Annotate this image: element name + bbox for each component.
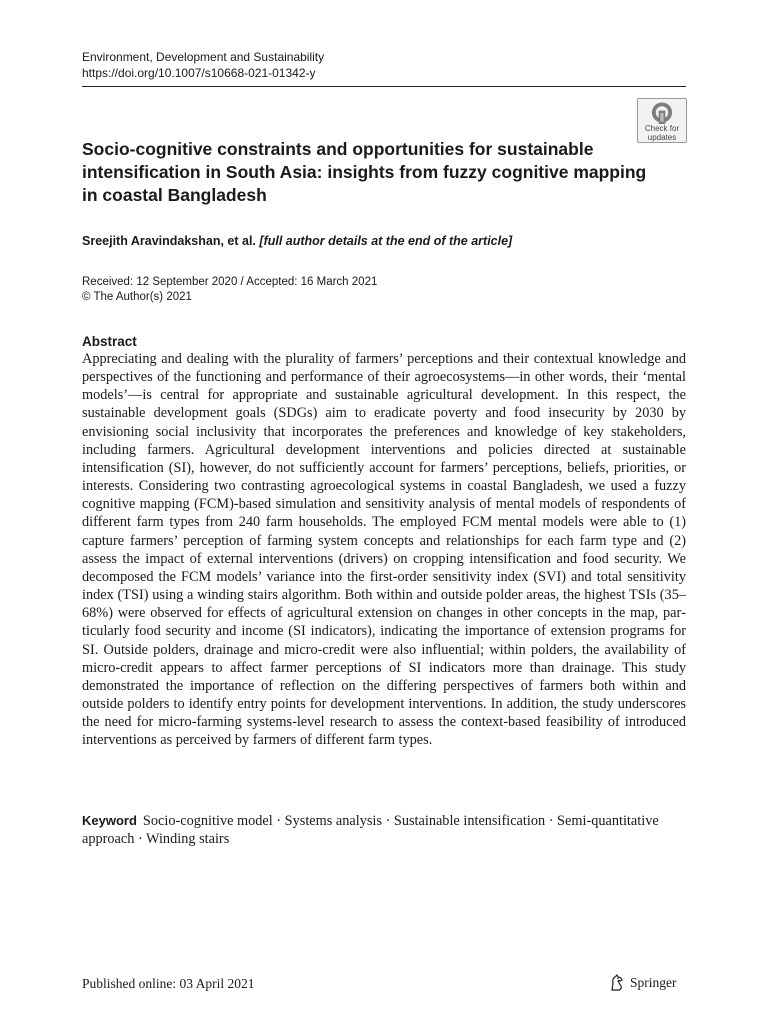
authors: Sreejith Aravindakshan, et al. <box>82 234 256 248</box>
abstract-heading: Abstract <box>82 334 137 349</box>
published-online: Published online: 03 April 2021 <box>82 976 255 991</box>
springer-horse-icon <box>609 974 625 992</box>
journal-name: Environment, Development and Sustainability <box>82 50 325 64</box>
abstract-text: Appreciating and dealing with the plurality of farmers’ perceptions and their contextual knowledge and perspectives of the functioning and performance of their agroecosystems—in other words, their ‘mental models’—is central for appropriate and sustainable agricultural development. In this respect, the sustainable development goals (SDGs) aim to eradicate poverty and food insecurity by 2030 by envisioning social inclusivity that incorporates the preferences and knowledge of key stakeholders, including farmers. Agricultural development interventions and policies directed at sustainable intensification (SI), however, do not sufficiently account for farmers’ perceptions, beliefs, priorities, or interests. Considering two contrasting agroecological systems in coastal Bangladesh, we used a fuzzy cognitive mapping (FCM)-based simulation and sensitivity analysis of mental models of respondents of different farm types from 240 farm households. The employed FCM mental models were able to (1) capture farmers’ perception of farming system concepts and relationships for each farm type and (2) assess the impact of external interventions (drivers) on cropping intensification and food security. We decomposed the FCM models’ variance into the first-order sensitivity index (SVI) and total sensitivity index (TSI) using a winding stairs algorithm. Both within and outside polder areas, the highest TSIs (35–68%) were observed for effects of agricultural extension on changes in other concepts in the map, particularly food security and income (SI indicators), indicating the importance of extension programs for SI. Outside polders, drainage and micro-credit were also influential; within polders, the availability of micro-credit appears to affect farmer perceptions of SI indicators more than drainage. This study demonstrated the importance of reflection on the differing perspectives of farmers both within and outside polders to identify entry points for development interventions. In addition, the study underscores the need for micro-farming systems-level research to assess the context-based feasibility of introduced interventions as perceived by farmers of different farm types. <box>82 351 686 749</box>
article-dates <box>82 275 377 305</box>
article-title: Socio-cognitive constraints and opportunities for sustainable intensification in South Asia: insights from fuzzy cognitive mapping in coastal Bangladesh <box>82 139 647 205</box>
badge-line2: updates <box>647 133 677 142</box>
publisher-logo[interactable] <box>609 974 677 992</box>
doi-link[interactable]: https://doi.org/10.1007/s10668-021-01342-y <box>82 66 316 80</box>
publisher-name: Springer <box>630 975 677 990</box>
author-note[interactable]: [full author details at the end of the article] <box>259 234 513 248</box>
journal-header <box>82 49 324 81</box>
keywords <box>82 812 686 848</box>
keyword-list: Socio-cognitive model · Systems analysis · Sustainable intensification · Semi-quantitative approach · Winding stairs <box>82 813 659 848</box>
check-for-updates-badge[interactable] <box>637 98 687 142</box>
received-accepted: Received: 12 September 2020 / Accepted: 16 March 2021 <box>82 276 378 288</box>
copyright: © The Author(s) 2021 <box>82 291 192 303</box>
keyword-label: Keyword <box>82 813 137 828</box>
header-rule <box>82 86 686 87</box>
badge-line1: Check for <box>644 124 680 133</box>
author-line <box>82 233 512 249</box>
crossmark-icon <box>650 101 674 124</box>
